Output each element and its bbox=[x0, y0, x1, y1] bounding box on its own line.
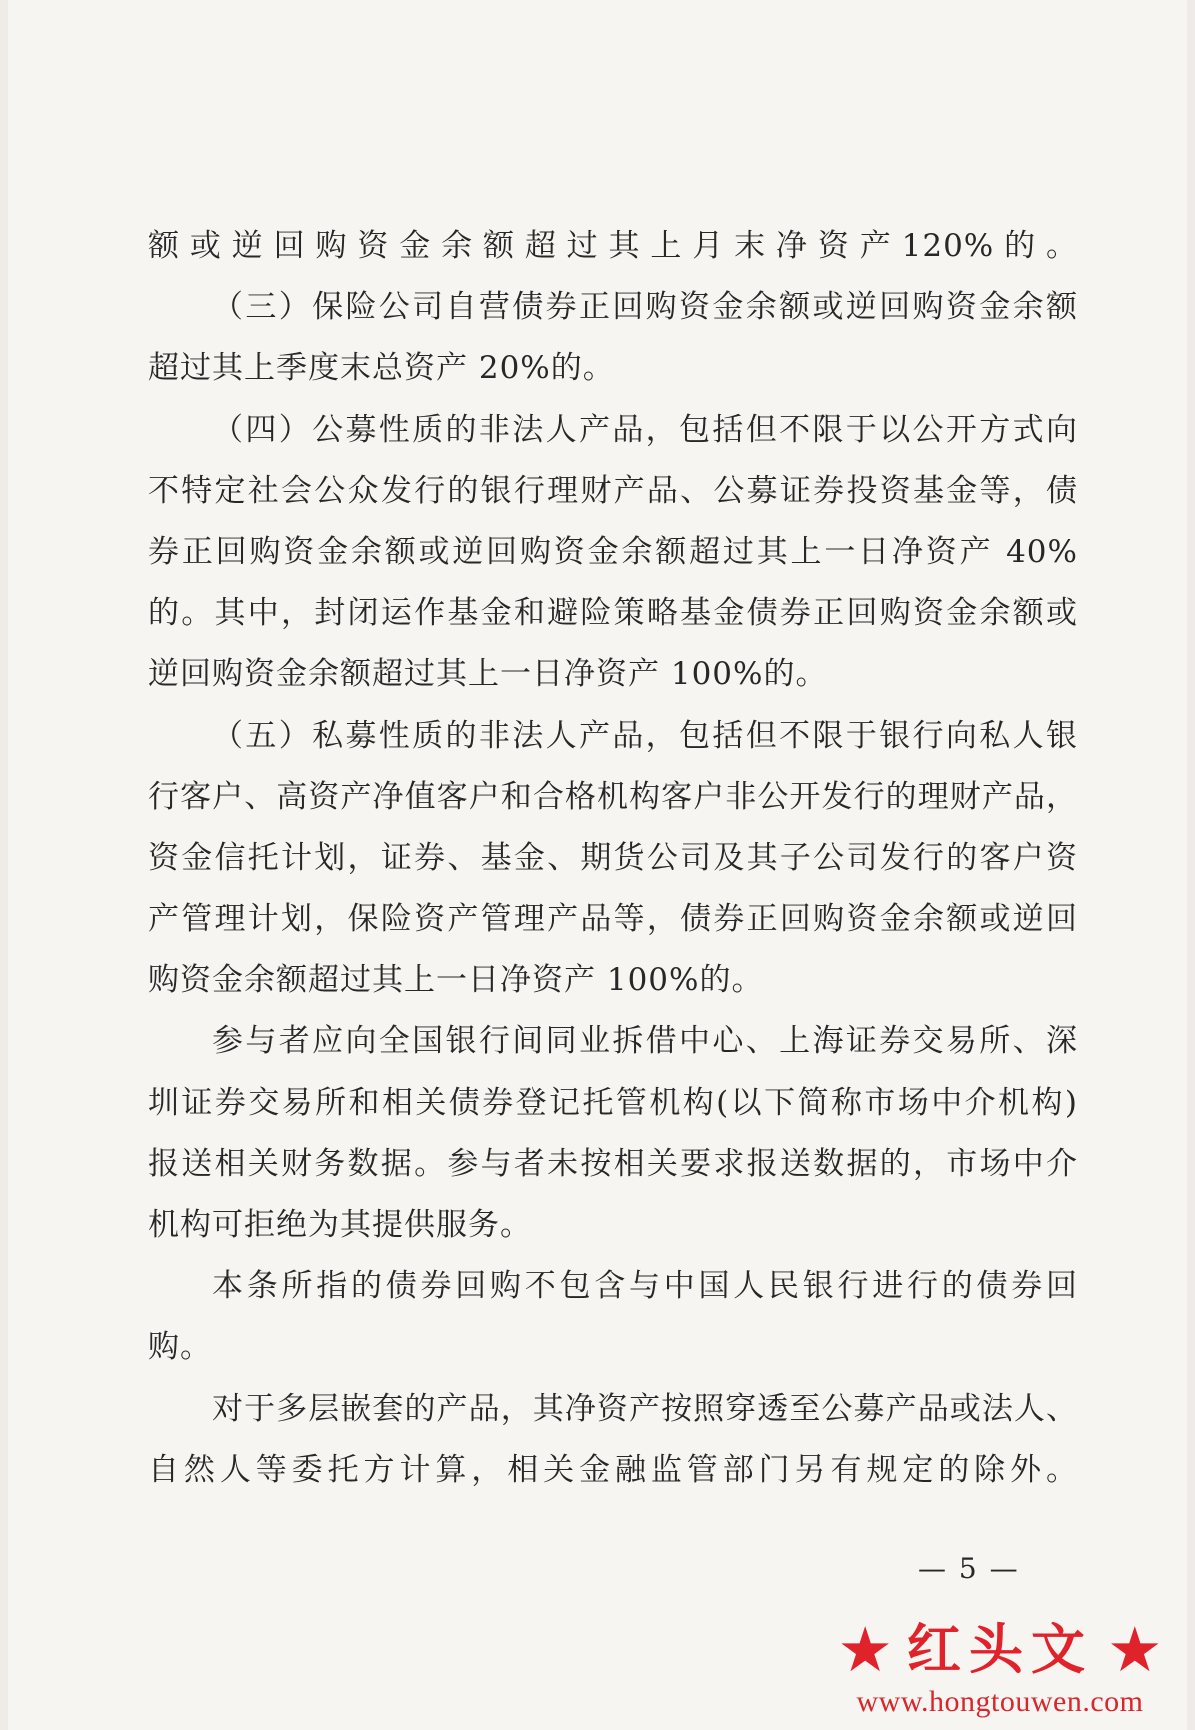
page-number: — 5 — bbox=[918, 1552, 1020, 1585]
paragraph-line: （五）私募性质的非法人产品，包括但不限于银行向私人银 bbox=[212, 717, 1078, 754]
paragraph-line: 机构可拒绝为其提供服务。 bbox=[148, 1207, 532, 1243]
paragraph-line: 圳证券交易所和相关债券登记托管机构(以下简称市场中介机构) bbox=[148, 1084, 1078, 1121]
paragraph-line: 产管理计划，保险资产管理产品等，债券正回购资金余额或逆回 bbox=[148, 901, 1078, 938]
paragraph-line: 超过其上季度末总资产 20%的。 bbox=[148, 350, 615, 387]
watermark-url: www.hongtouwen.com bbox=[856, 1685, 1144, 1718]
watermark-title-text: 红头文 bbox=[907, 1618, 1093, 1681]
page-edge-left bbox=[0, 0, 8, 1730]
paragraph-line: 购。 bbox=[148, 1329, 212, 1366]
paragraph-line: 对于多层嵌套的产品，其净资产按照穿透至公募产品或法人、 bbox=[212, 1390, 1078, 1427]
star-icon: ★ bbox=[837, 1613, 893, 1686]
paragraph-line: 券正回购资金余额或逆回购资金余额超过其上一日净资产 40% bbox=[148, 533, 1078, 570]
paragraph-line: 自然人等委托方计算，相关金融监管部门另有规定的除外。 bbox=[148, 1451, 1078, 1488]
paragraph-line: 逆回购资金余额超过其上一日净资产 100%的。 bbox=[148, 656, 828, 693]
paragraph-line: 本条所指的债券回购不包含与中国人民银行进行的债券回 bbox=[212, 1268, 1078, 1305]
watermark-logo bbox=[815, 1615, 1185, 1725]
paragraph-line: 资金信托计划，证券、基金、期货公司及其子公司发行的客户资 bbox=[148, 839, 1078, 876]
paragraph-line: （三）保险公司自营债券正回购资金余额或逆回购资金余额 bbox=[212, 289, 1078, 326]
paragraph-line: 不特定社会公众发行的银行理财产品、公募证券投资基金等，债 bbox=[148, 472, 1078, 509]
paragraph-line: 额或逆回购资金余额超过其上月末净资产120%的。 bbox=[148, 228, 1078, 264]
page-edge-right bbox=[1187, 0, 1195, 1730]
watermark-title bbox=[815, 1615, 1185, 1685]
paragraph-line: 参与者应向全国银行间同业拆借中心、上海证券交易所、深 bbox=[212, 1023, 1078, 1060]
paragraph-line: 报送相关财务数据。参与者未按相关要求报送数据的，市场中介 bbox=[148, 1145, 1078, 1182]
paragraph-line: 的。其中，封闭运作基金和避险策略基金债券正回购资金余额或 bbox=[148, 595, 1078, 632]
paragraph-line: （四）公募性质的非法人产品，包括但不限于以公开方式向 bbox=[212, 411, 1078, 448]
star-icon: ★ bbox=[1107, 1613, 1163, 1686]
paragraph-line: 购资金余额超过其上一日净资产 100%的。 bbox=[148, 962, 764, 999]
paragraph-line: 行客户、高资产净值客户和合格机构客户非公开发行的理财产品， bbox=[148, 778, 1078, 815]
document-body bbox=[148, 216, 1078, 1501]
